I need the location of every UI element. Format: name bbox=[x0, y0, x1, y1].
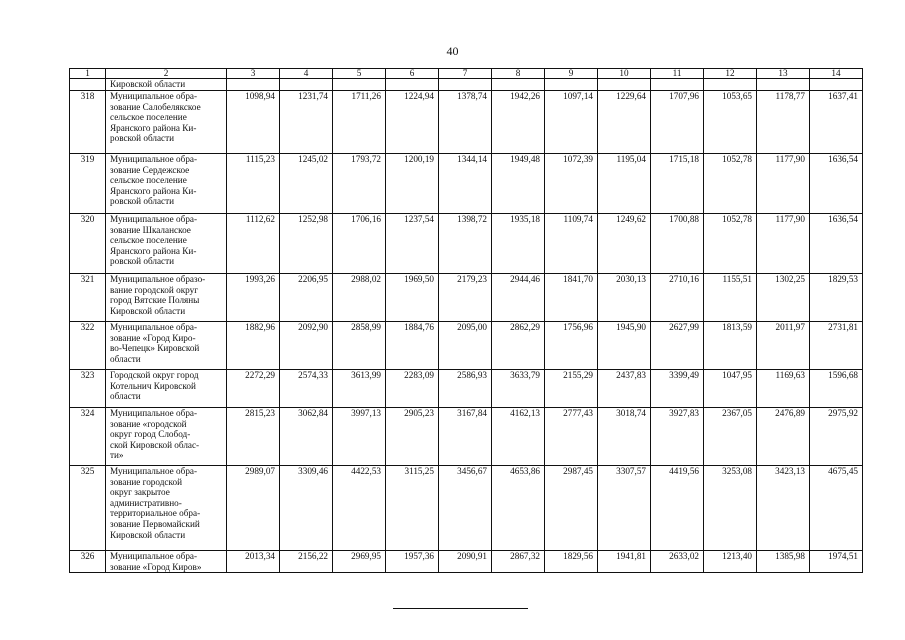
value-cell: 1882,96 bbox=[227, 322, 280, 370]
value-cell: 2988,02 bbox=[333, 274, 386, 322]
row-number-cell: 325 bbox=[70, 466, 106, 551]
value-cell: 3456,67 bbox=[439, 466, 492, 551]
row-number-cell bbox=[70, 79, 106, 91]
row-number-cell: 319 bbox=[70, 154, 106, 214]
value-cell: 2862,29 bbox=[492, 322, 545, 370]
value-cell: 3018,74 bbox=[598, 408, 651, 466]
value-cell: 1700,88 bbox=[651, 214, 704, 274]
value-cell: 1302,25 bbox=[757, 274, 810, 322]
value-cell: 1344,14 bbox=[439, 154, 492, 214]
value-cell: 3167,84 bbox=[439, 408, 492, 466]
value-cell: 3927,83 bbox=[651, 408, 704, 466]
value-cell: 4675,45 bbox=[810, 466, 863, 551]
value-cell: 1237,54 bbox=[386, 214, 439, 274]
value-cell: 3633,79 bbox=[492, 370, 545, 408]
value-cell: 2179,23 bbox=[439, 274, 492, 322]
value-cell: 3115,25 bbox=[386, 466, 439, 551]
value-cell: 1052,78 bbox=[704, 154, 757, 214]
column-header: 4 bbox=[280, 69, 333, 79]
value-cell: 1398,72 bbox=[439, 214, 492, 274]
value-cell: 1378,74 bbox=[439, 91, 492, 154]
column-header: 12 bbox=[704, 69, 757, 79]
value-cell: 2989,07 bbox=[227, 466, 280, 551]
value-cell: 1097,14 bbox=[545, 91, 598, 154]
value-cell: 2156,22 bbox=[280, 551, 333, 573]
value-cell: 1249,62 bbox=[598, 214, 651, 274]
municipality-name-cell: Муниципальное обра- зование городской округ закрытое административно- территориальное обра- зование Первомайский Кировской области bbox=[106, 466, 227, 551]
value-cell: 2155,29 bbox=[545, 370, 598, 408]
value-cell: 1841,70 bbox=[545, 274, 598, 322]
value-cell: 1711,26 bbox=[333, 91, 386, 154]
value-cell: 1957,36 bbox=[386, 551, 439, 573]
column-header: 3 bbox=[227, 69, 280, 79]
value-cell: 1636,54 bbox=[810, 154, 863, 214]
municipality-name-cell: Муниципальное обра- зование «городской округ город Слобод- ской Кировской облас- ти» bbox=[106, 408, 227, 466]
value-cell: 2476,89 bbox=[757, 408, 810, 466]
value-cell: 1178,77 bbox=[757, 91, 810, 154]
value-cell: 1200,19 bbox=[386, 154, 439, 214]
value-cell: 1829,53 bbox=[810, 274, 863, 322]
value-cell: 2858,99 bbox=[333, 322, 386, 370]
value-cell: 1169,63 bbox=[757, 370, 810, 408]
value-cell: 4419,56 bbox=[651, 466, 704, 551]
table-row bbox=[70, 322, 863, 370]
column-header: 14 bbox=[810, 69, 863, 79]
value-cell: 4422,53 bbox=[333, 466, 386, 551]
value-cell: 1884,76 bbox=[386, 322, 439, 370]
value-cell: 2731,81 bbox=[810, 322, 863, 370]
table-row bbox=[70, 91, 863, 154]
value-cell: 1596,68 bbox=[810, 370, 863, 408]
value-cell: 1813,59 bbox=[704, 322, 757, 370]
value-cell: 4162,13 bbox=[492, 408, 545, 466]
value-cell: 1945,90 bbox=[598, 322, 651, 370]
table-row bbox=[70, 214, 863, 274]
column-header: 10 bbox=[598, 69, 651, 79]
value-cell: 1245,02 bbox=[280, 154, 333, 214]
value-cell: 1177,90 bbox=[757, 214, 810, 274]
value-cell: 2710,16 bbox=[651, 274, 704, 322]
table-row bbox=[70, 274, 863, 322]
value-cell: 3997,13 bbox=[333, 408, 386, 466]
value-cell bbox=[280, 79, 333, 91]
tariff-table bbox=[69, 68, 863, 573]
value-cell bbox=[386, 79, 439, 91]
municipality-name-cell: Муниципальное обра- зование «Город Киро- во-Чепецк» Кировской области bbox=[106, 322, 227, 370]
value-cell: 1252,98 bbox=[280, 214, 333, 274]
column-header: 1 bbox=[70, 69, 106, 79]
page-number: 40 bbox=[446, 44, 459, 58]
value-cell: 2815,23 bbox=[227, 408, 280, 466]
value-cell: 1047,95 bbox=[704, 370, 757, 408]
row-number-cell: 322 bbox=[70, 322, 106, 370]
column-header: 11 bbox=[651, 69, 704, 79]
value-cell: 2987,45 bbox=[545, 466, 598, 551]
municipality-name-cell: Кировской области bbox=[106, 79, 227, 91]
value-cell: 2367,05 bbox=[704, 408, 757, 466]
table-row bbox=[70, 154, 863, 214]
value-cell: 3062,84 bbox=[280, 408, 333, 466]
value-cell: 4653,86 bbox=[492, 466, 545, 551]
value-cell: 2586,93 bbox=[439, 370, 492, 408]
row-number-cell: 323 bbox=[70, 370, 106, 408]
value-cell: 2013,34 bbox=[227, 551, 280, 573]
value-cell: 1993,26 bbox=[227, 274, 280, 322]
column-header: 9 bbox=[545, 69, 598, 79]
table-row bbox=[70, 408, 863, 466]
row-number-cell: 320 bbox=[70, 214, 106, 274]
municipality-name-cell: Муниципальное образо- вание городской округ город Вятские Поляны Кировской области bbox=[106, 274, 227, 322]
value-cell: 2867,32 bbox=[492, 551, 545, 573]
value-cell: 3613,99 bbox=[333, 370, 386, 408]
value-cell bbox=[227, 79, 280, 91]
value-cell: 2905,23 bbox=[386, 408, 439, 466]
value-cell: 1052,78 bbox=[704, 214, 757, 274]
value-cell: 2206,95 bbox=[280, 274, 333, 322]
value-cell: 2272,29 bbox=[227, 370, 280, 408]
value-cell: 1829,56 bbox=[545, 551, 598, 573]
value-cell: 1707,96 bbox=[651, 91, 704, 154]
value-cell: 1115,23 bbox=[227, 154, 280, 214]
value-cell: 2437,83 bbox=[598, 370, 651, 408]
value-cell bbox=[439, 79, 492, 91]
value-cell: 1385,98 bbox=[757, 551, 810, 573]
municipality-name-cell: Муниципальное обра- зование «Город Киров» bbox=[106, 551, 227, 573]
column-header: 6 bbox=[386, 69, 439, 79]
value-cell: 2095,00 bbox=[439, 322, 492, 370]
value-cell: 2633,02 bbox=[651, 551, 704, 573]
value-cell: 1636,54 bbox=[810, 214, 863, 274]
value-cell: 3307,57 bbox=[598, 466, 651, 551]
value-cell: 2090,91 bbox=[439, 551, 492, 573]
value-cell: 1231,74 bbox=[280, 91, 333, 154]
value-cell: 2777,43 bbox=[545, 408, 598, 466]
value-cell: 2975,92 bbox=[810, 408, 863, 466]
value-cell: 1942,26 bbox=[492, 91, 545, 154]
value-cell: 2969,95 bbox=[333, 551, 386, 573]
value-cell: 1229,64 bbox=[598, 91, 651, 154]
value-cell: 2574,33 bbox=[280, 370, 333, 408]
row-number-cell: 321 bbox=[70, 274, 106, 322]
value-cell: 3309,46 bbox=[280, 466, 333, 551]
value-cell: 1109,74 bbox=[545, 214, 598, 274]
value-cell: 1969,50 bbox=[386, 274, 439, 322]
value-cell: 1941,81 bbox=[598, 551, 651, 573]
municipality-name-cell: Муниципальное обра- зование Шкаланское сельское поселение Яранского района Ки- ровской области bbox=[106, 214, 227, 274]
value-cell: 2944,46 bbox=[492, 274, 545, 322]
value-cell bbox=[492, 79, 545, 91]
value-cell bbox=[545, 79, 598, 91]
municipality-name-cell: Муниципальное обра- зование Сердежское сельское поселение Яранского района Ки- ровской области bbox=[106, 154, 227, 214]
value-cell: 1072,39 bbox=[545, 154, 598, 214]
value-cell: 1949,48 bbox=[492, 154, 545, 214]
value-cell: 1155,51 bbox=[704, 274, 757, 322]
column-header: 5 bbox=[333, 69, 386, 79]
table-row bbox=[70, 551, 863, 573]
value-cell: 1637,41 bbox=[810, 91, 863, 154]
value-cell: 3399,49 bbox=[651, 370, 704, 408]
footer-divider bbox=[393, 608, 528, 609]
value-cell: 3423,13 bbox=[757, 466, 810, 551]
value-cell: 3253,08 bbox=[704, 466, 757, 551]
value-cell: 1224,94 bbox=[386, 91, 439, 154]
value-cell: 1112,62 bbox=[227, 214, 280, 274]
row-number-cell: 324 bbox=[70, 408, 106, 466]
column-header: 8 bbox=[492, 69, 545, 79]
value-cell: 2627,99 bbox=[651, 322, 704, 370]
row-number-cell: 326 bbox=[70, 551, 106, 573]
municipality-name-cell: Городской округ город Котельнич Кировской области bbox=[106, 370, 227, 408]
value-cell: 1195,04 bbox=[598, 154, 651, 214]
row-number-cell: 318 bbox=[70, 91, 106, 154]
value-cell: 1974,51 bbox=[810, 551, 863, 573]
continuation-row bbox=[70, 79, 863, 91]
value-cell: 2011,97 bbox=[757, 322, 810, 370]
table-row bbox=[70, 370, 863, 408]
value-cell: 1213,40 bbox=[704, 551, 757, 573]
column-header: 2 bbox=[106, 69, 227, 79]
value-cell: 1756,96 bbox=[545, 322, 598, 370]
value-cell bbox=[333, 79, 386, 91]
value-cell: 1715,18 bbox=[651, 154, 704, 214]
municipality-name-cell: Муниципальное обра- зование Салобелякское сельское поселение Яранского района Ки- ровской области bbox=[106, 91, 227, 154]
table-row bbox=[70, 466, 863, 551]
value-cell: 1098,94 bbox=[227, 91, 280, 154]
value-cell bbox=[810, 79, 863, 91]
value-cell bbox=[704, 79, 757, 91]
value-cell: 1053,65 bbox=[704, 91, 757, 154]
value-cell bbox=[651, 79, 704, 91]
header-row bbox=[70, 69, 863, 79]
value-cell: 2030,13 bbox=[598, 274, 651, 322]
value-cell: 1177,90 bbox=[757, 154, 810, 214]
value-cell: 1793,72 bbox=[333, 154, 386, 214]
value-cell bbox=[757, 79, 810, 91]
value-cell: 1706,16 bbox=[333, 214, 386, 274]
column-header: 7 bbox=[439, 69, 492, 79]
value-cell: 1935,18 bbox=[492, 214, 545, 274]
value-cell bbox=[598, 79, 651, 91]
value-cell: 2283,09 bbox=[386, 370, 439, 408]
value-cell: 2092,90 bbox=[280, 322, 333, 370]
column-header: 13 bbox=[757, 69, 810, 79]
